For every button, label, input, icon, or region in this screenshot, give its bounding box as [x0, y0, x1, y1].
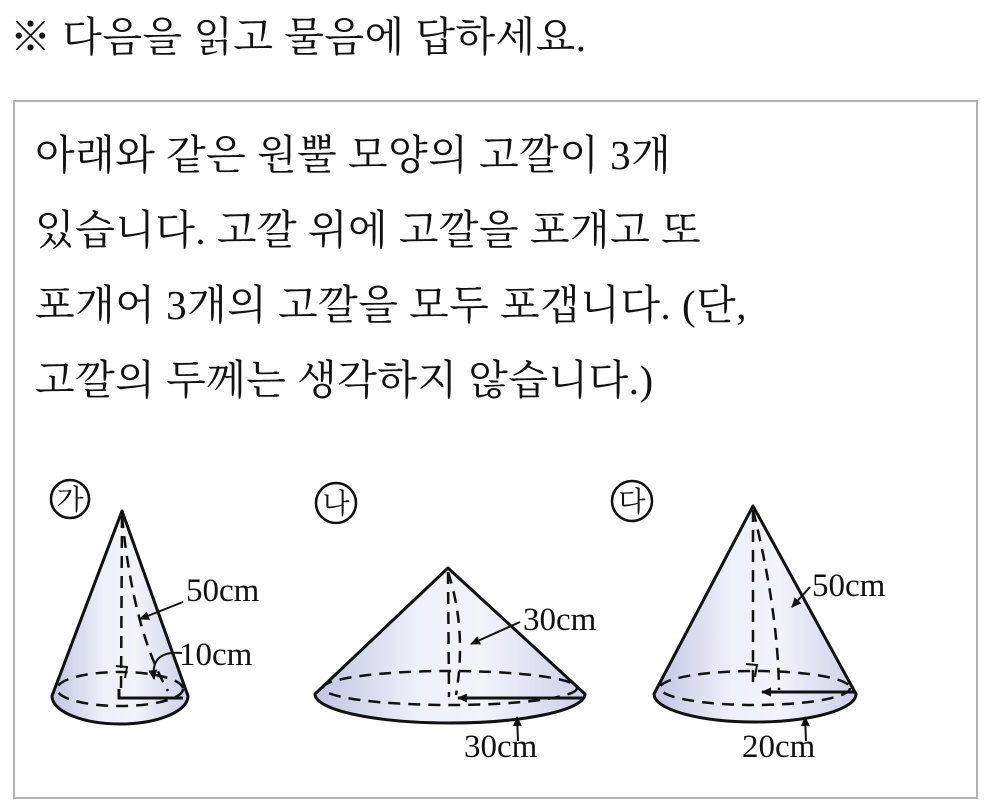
- cone-na-radius-arrow: [517, 717, 518, 741]
- problem-line-3: 포개어 3개의 고깔을 모두 포갭니다. (단,: [35, 282, 747, 328]
- cone-da-radius-label: 20cm: [742, 729, 816, 765]
- cone-na-radius-label: 30cm: [464, 729, 538, 765]
- cone-ga-radius-label: 10cm: [179, 637, 253, 673]
- cone-ga-figure: [51, 480, 260, 724]
- instruction-text: ※ 다음을 읽고 물음에 답하세요.: [10, 14, 587, 60]
- cone-da-radius-arrow: [805, 717, 806, 741]
- badge-na-label: 나: [322, 489, 350, 520]
- cone-da-slant-label: 50cm: [812, 568, 886, 604]
- cone-na-figure: [315, 483, 597, 765]
- cone-da-body: [654, 506, 856, 722]
- badge-ga-label: 가: [56, 485, 84, 516]
- problem-line-4: 고깔의 두께는 생각하지 않습니다.): [35, 357, 654, 403]
- cone-ga-slant-label: 50cm: [186, 573, 260, 609]
- cone-da-figure: [612, 481, 886, 765]
- cone-na-height-label: 30cm: [523, 602, 597, 638]
- problem-line-1: 아래와 같은 원뿔 모양의 고깔이 3개: [35, 132, 672, 178]
- badge-da-label: 다: [618, 487, 646, 518]
- problem-line-2: 있습니다. 고깔 위에 고깔을 포개고 또: [35, 207, 702, 253]
